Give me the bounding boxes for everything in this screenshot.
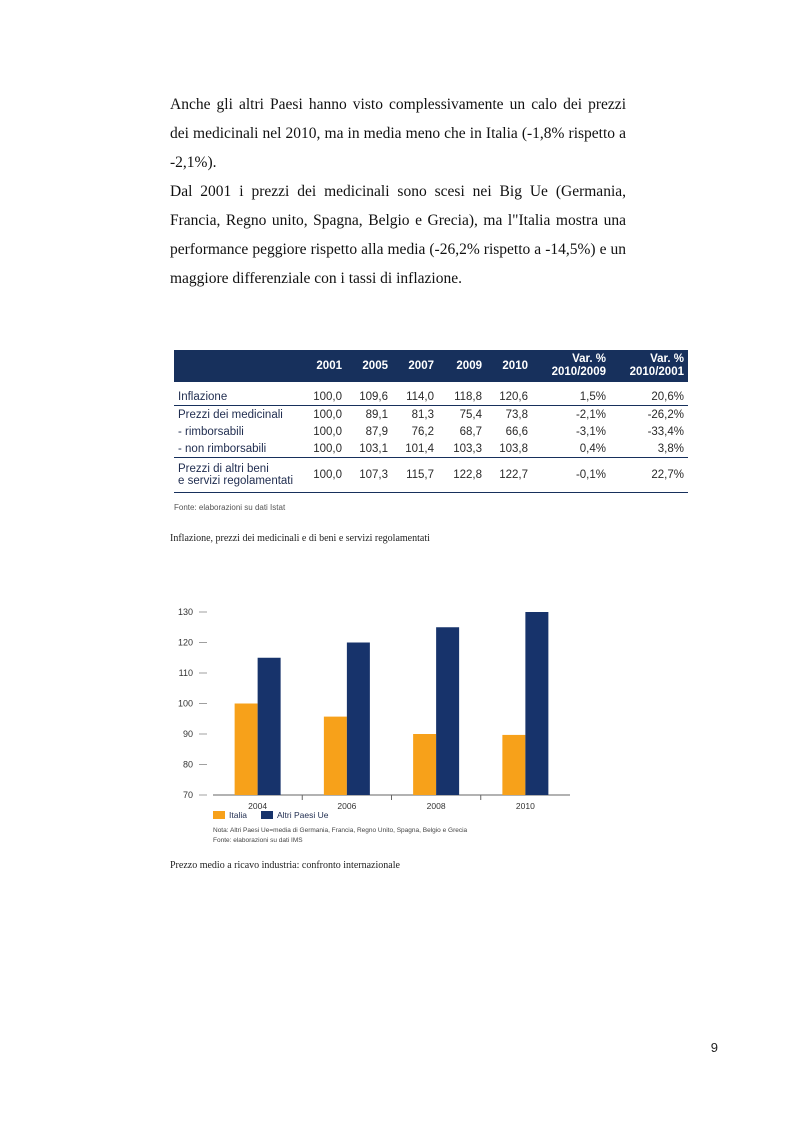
legend-label: Italia [229, 810, 247, 820]
table-cell: 100,0 [313, 390, 342, 403]
table-header-row [174, 350, 688, 382]
table-cell: 100,0 [302, 406, 346, 424]
table-cell: 115,7 [392, 458, 438, 493]
chart-source: Fonte: elaborazioni su dati IMS [213, 837, 303, 844]
y-tick-label: 70 [182, 790, 193, 800]
y-tick-label: 110 [178, 668, 193, 678]
bar-altri-paesi-ue [525, 612, 548, 795]
x-tick-label: 2006 [337, 801, 357, 811]
table-cell: -2,1% [532, 406, 610, 424]
table-row [174, 440, 688, 458]
table-cell: -3,1% [575, 425, 606, 438]
table-cell: 101,4 [405, 442, 434, 455]
table-caption: Inflazione, prezzi dei medicinali e di beni e servizi regolamentati [170, 533, 430, 544]
table-source: Fonte: elaborazioni su dati Istat [174, 503, 286, 512]
table-row [174, 423, 688, 440]
table-cell: 103,1 [359, 442, 388, 455]
bar-italia [324, 717, 347, 795]
table-cell: 103,8 [499, 442, 528, 455]
table-cell: 120,6 [499, 390, 528, 403]
paragraph-1: Anche gli altri Paesi hanno visto complessivamente un calo dei prezzi dei medicinali nel 2010, ma in media meno che in Italia (-1,8% rispetto a -2,1%). [170, 96, 626, 171]
inflation-table-figure [174, 350, 688, 512]
table-header-cell: 2007 [392, 350, 438, 382]
table-cell: 87,9 [365, 425, 388, 438]
table-header-cell [174, 350, 302, 382]
table-cell: 3,8% [657, 442, 684, 455]
table-cell: -0,1% [532, 458, 610, 493]
table-cell: 89,1 [346, 406, 392, 424]
y-tick-label: 100 [177, 698, 193, 709]
table-row [174, 406, 688, 424]
paragraph-2: Dal 2001 i prezzi dei medicinali sono scesi nei Big Ue (Germania, Francia, Regno unito, Spagna, Belgio e Grecia), ma l"Italia mostra una performance peggiore rispetto alla media (-26,2% rispetto a -14,5%) e un maggiore differenziale con i tassi di inflazione. [170, 183, 626, 287]
x-tick-label: 2004 [248, 801, 268, 811]
chart-note: Nota: Altri Paesi Ue=media di Germania, Francia, Regno Unito, Spagna, Belgio e Grecia [213, 827, 468, 834]
table-cell: 81,3 [392, 406, 438, 424]
bar-altri-paesi-ue [258, 658, 281, 795]
table-header-cell: Var. % 2010/2009 [532, 350, 610, 382]
table-cell: 22,7% [610, 458, 688, 493]
x-tick-label: 2010 [515, 801, 535, 811]
table-cell: -33,4% [647, 425, 684, 438]
price-comparison-chart [165, 600, 585, 855]
table-header-cell: Var. % 2010/2001 [610, 350, 688, 382]
table-row [174, 458, 688, 493]
row-label: Inflazione [178, 390, 228, 403]
table-cell: 103,3 [453, 442, 482, 455]
table-cell: 109,6 [359, 390, 388, 403]
chart-caption: Prezzo medio a ricavo industria: confronto internazionale [170, 860, 400, 871]
table-cell: 122,7 [486, 458, 532, 493]
y-tick-label: 90 [182, 729, 193, 739]
bar-altri-paesi-ue [436, 627, 459, 795]
y-tick-label: 80 [182, 759, 193, 770]
table-cell: 100,0 [313, 425, 342, 438]
legend-swatch [261, 811, 273, 819]
table-row [174, 388, 688, 406]
table-cell: 0,4% [579, 442, 606, 455]
bar-italia [235, 704, 258, 796]
table-cell: -26,2% [610, 406, 688, 424]
legend-label: Altri Paesi Ue [277, 810, 329, 820]
table-cell: 100,0 [313, 442, 342, 455]
y-tick-label: 120 [177, 637, 193, 648]
bar-italia [502, 735, 525, 795]
table-header-cell: 2010 [486, 350, 532, 382]
table-cell: 68,7 [459, 425, 482, 438]
table-cell: 107,3 [346, 458, 392, 493]
x-tick-label: 2008 [426, 801, 446, 811]
table-header-cell: 2009 [438, 350, 486, 382]
table-cell: 20,6% [651, 390, 684, 403]
row-label: Prezzi di altri beni e servizi regolamentati [174, 458, 302, 493]
table-cell: 1,5% [579, 390, 606, 403]
row-label: Prezzi dei medicinali [174, 406, 302, 424]
table-cell: 73,8 [486, 406, 532, 424]
table-header-cell: 2005 [346, 350, 392, 382]
table-cell: 100,0 [302, 458, 346, 493]
table-cell: 66,6 [505, 425, 528, 438]
table-cell: 76,2 [411, 425, 434, 438]
legend-swatch [213, 811, 225, 819]
row-label: - rimborsabili [178, 425, 244, 438]
table-cell: 114,0 [406, 390, 434, 403]
table-cell: 118,8 [454, 390, 482, 403]
y-tick-label: 130 [177, 607, 193, 617]
inflation-table [174, 350, 688, 493]
row-label: - non rimborsabili [178, 442, 267, 455]
page-number: 9 [710, 1040, 718, 1055]
table-cell: 122,8 [438, 458, 486, 493]
bar-altri-paesi-ue [347, 643, 370, 796]
table-header-cell: 2001 [302, 350, 346, 382]
bar-italia [413, 734, 436, 795]
table-cell: 75,4 [438, 406, 486, 424]
